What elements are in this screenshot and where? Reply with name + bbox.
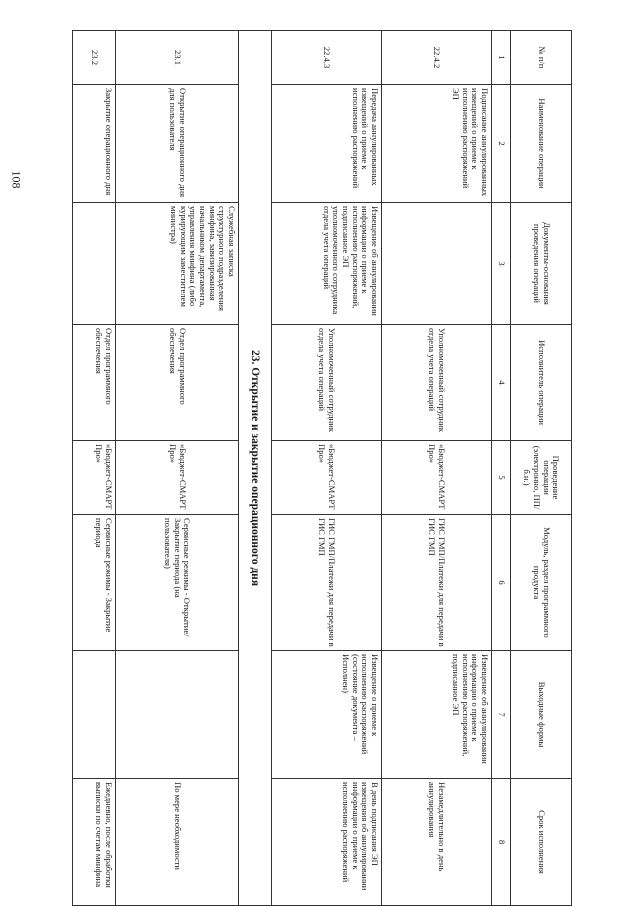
header-docs: Документы-основания проведения операций	[511, 203, 572, 325]
operation-name: Подписание аннулированных извещений о приеме к исполнению распоряжений ЭП	[382, 85, 492, 203]
module-section: Сервисные режимы - Закрытие периода	[73, 515, 116, 651]
basis-documents: Служебная записка структурного подразделения минфина, завизированная начальником департамента, управления минфина (либо курирующим заместителем министра)	[116, 203, 239, 325]
section-title: 23. Открытие и закрытие операционного дня	[239, 31, 272, 906]
operation-mode: «Бюджет-СМАРТ Про»	[382, 441, 492, 515]
deadline: По мере необходимости	[116, 779, 239, 906]
header-name: Наименование операции	[511, 85, 572, 203]
header-deadline: Срок исполнения	[511, 779, 572, 906]
module-section: Сервисные режимы - Открытие/Закрытие периода (на пользователя)	[116, 515, 239, 651]
operation-mode: «Бюджет-СМАРТ Про»	[73, 441, 116, 515]
header-executor: Исполнитель операции	[511, 325, 572, 441]
basis-documents	[382, 203, 492, 325]
header-row	[511, 31, 572, 906]
basis-documents	[73, 203, 116, 325]
header-output: Выходные формы	[511, 651, 572, 779]
output-forms: Извещение об аннулировании информации о приеме к исполнению распоряжений, подписанное ЭП	[382, 651, 492, 779]
operation-mode: «Бюджет-СМАРТ Про»	[272, 441, 382, 515]
operation-name: Передача аннулированных извещений о приеме к исполнению распоряжений	[272, 85, 382, 203]
header-num: № п/п	[511, 31, 572, 85]
table-row	[272, 31, 382, 906]
table-row	[382, 31, 492, 906]
executor: Уполномоченный сотрудник отдела учета операций	[382, 325, 492, 441]
section-row	[239, 31, 272, 906]
deadline: Ежедневно, после обработки выписки по счетам минфина	[73, 779, 116, 906]
module-section: ГИС ГМП/Платежи для передачи в ГИС ГМП	[382, 515, 492, 651]
page-number: 108	[9, 170, 24, 189]
deadline: В день подписания ЭП извещения об аннулировании информации о приеме к исполнению распоряжений	[272, 779, 382, 906]
row-number: 23.1	[116, 31, 239, 85]
col-number: 2	[492, 85, 511, 203]
operations-table-rotated	[64, 30, 572, 905]
basis-documents: Извещение об аннулировании информации о приеме к исполнению распоряжений, подписанное ЭП уполномоченного сотрудника отдела учета операций	[272, 203, 382, 325]
operations-table	[72, 30, 572, 906]
executor: Отдел программного обеспечения	[73, 325, 116, 441]
col-number: 5	[492, 441, 511, 515]
col-number: 8	[492, 779, 511, 906]
col-number: 3	[492, 203, 511, 325]
output-forms	[116, 651, 239, 779]
column-number-row	[492, 31, 511, 906]
col-number: 7	[492, 651, 511, 779]
output-forms: Извещение о приеме к исполнению распоряжений (состояние документа – Исполнен)	[272, 651, 382, 779]
table-row	[73, 31, 116, 906]
col-number: 4	[492, 325, 511, 441]
table-row	[116, 31, 239, 906]
header-mode: Проведение операции (электронно, ПП/б.н.)	[511, 441, 572, 515]
output-forms	[73, 651, 116, 779]
module-section: ГИС ГМП/Платежи для передачи в ГИС ГМП	[272, 515, 382, 651]
row-number: 23.2	[73, 31, 116, 85]
col-number: 6	[492, 515, 511, 651]
executor: Уполномоченный сотрудник отдела учета операций	[272, 325, 382, 441]
row-number: 22.4.3	[272, 31, 382, 85]
deadline: Незамедлительно в день аннулирования	[382, 779, 492, 906]
operation-mode: «Бюджет-СМАРТ Про»	[116, 441, 239, 515]
operation-name: Открытие операционного дня для пользователя	[116, 85, 239, 203]
row-number: 22.4.2	[382, 31, 492, 85]
executor: Отдел программного обеспечения	[116, 325, 239, 441]
header-module: Модуль, раздел программного продукта	[511, 515, 572, 651]
operation-name: Закрытие операционного дня	[73, 85, 116, 203]
col-number: 1	[492, 31, 511, 85]
